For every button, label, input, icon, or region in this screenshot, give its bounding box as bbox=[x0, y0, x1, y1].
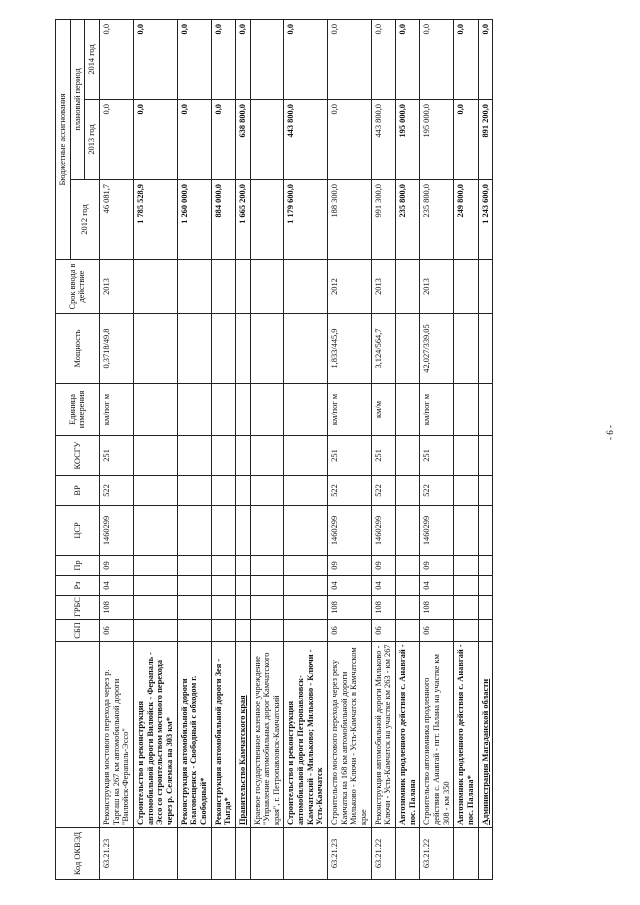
cell-kosgu bbox=[478, 436, 493, 476]
cell-pr bbox=[478, 556, 493, 576]
cell-grbs bbox=[454, 596, 478, 620]
cell-y2014: 0,0 bbox=[99, 19, 133, 99]
cell-unit bbox=[235, 384, 250, 436]
cell-kosgu: 251 bbox=[328, 436, 372, 476]
cell-y2013: 443 800,0 bbox=[284, 100, 328, 180]
cell-pr bbox=[284, 556, 328, 576]
cell-capacity bbox=[235, 314, 250, 384]
cell-y2014: 0,0 bbox=[133, 19, 177, 99]
cell-vr: 522 bbox=[99, 476, 133, 506]
cell-csr bbox=[211, 506, 235, 556]
cell-unit bbox=[177, 384, 211, 436]
cell-y2013: 0,0 bbox=[133, 100, 177, 180]
cell-y2014: 0,0 bbox=[454, 19, 478, 99]
cell-y2013: 638 800,0 bbox=[235, 100, 250, 180]
cell-pr bbox=[454, 556, 478, 576]
cell-name: Строительство автозимника продленного действия с. Анавгай - пгт. Палана на участке км 308 - км 350 bbox=[420, 642, 454, 828]
cell-y2014: 0,0 bbox=[371, 19, 395, 99]
cell-y2012: 1 260 000,0 bbox=[177, 180, 211, 260]
cell-sbp bbox=[235, 620, 250, 642]
cell-rz bbox=[478, 576, 493, 596]
cell-sbp bbox=[284, 620, 328, 642]
cell-capacity: 3,124/564,7 bbox=[371, 314, 395, 384]
cell-term bbox=[133, 260, 177, 314]
document-page bbox=[55, 20, 635, 880]
cell-y2013: 0,0 bbox=[454, 100, 478, 180]
cell-y2012: 188 300,0 bbox=[328, 180, 372, 260]
cell-unit bbox=[396, 384, 420, 436]
cell-sbp: 06 bbox=[328, 620, 372, 642]
cell-name: Администрация Магаданской области bbox=[478, 642, 493, 828]
cell-code bbox=[177, 828, 211, 880]
cell-term: 2012 bbox=[328, 260, 372, 314]
header-unit: Единица измерения bbox=[56, 384, 100, 436]
table-row bbox=[396, 19, 420, 879]
cell-name: Реконструкция автомобильной дороги Зея - Тыгда* bbox=[211, 642, 235, 828]
header-kosgu: КОСГУ bbox=[56, 436, 100, 476]
cell-csr bbox=[133, 506, 177, 556]
cell-code: 63.21.23 bbox=[328, 828, 372, 880]
cell-rz: 04 bbox=[371, 576, 395, 596]
cell-sbp bbox=[133, 620, 177, 642]
cell-name: Автозимник продленного действия с. Анавгай - пос. Палана bbox=[396, 642, 420, 828]
cell-grbs bbox=[250, 596, 284, 620]
header-grbs: ГРБС bbox=[56, 596, 100, 620]
cell-rz bbox=[284, 576, 328, 596]
cell-y2014: 0,0 bbox=[211, 19, 235, 99]
cell-name: Реконструкция автомобильной дороги Мильково - Ключи - Усть-Камчатск на участке км 263 - км 267 bbox=[371, 642, 395, 828]
cell-vr bbox=[133, 476, 177, 506]
cell-vr bbox=[235, 476, 250, 506]
table-row bbox=[133, 19, 177, 879]
cell-vr bbox=[211, 476, 235, 506]
cell-grbs: 108 bbox=[371, 596, 395, 620]
cell-capacity: 0,3718/49,8 bbox=[99, 314, 133, 384]
cell-capacity: 42,027/339,05 bbox=[420, 314, 454, 384]
cell-vr bbox=[478, 476, 493, 506]
cell-rz bbox=[250, 576, 284, 596]
cell-code bbox=[211, 828, 235, 880]
header-sbp: СБП bbox=[56, 620, 100, 642]
cell-csr bbox=[284, 506, 328, 556]
cell-y2013 bbox=[250, 100, 284, 180]
cell-sbp bbox=[478, 620, 493, 642]
cell-capacity bbox=[284, 314, 328, 384]
cell-kosgu bbox=[211, 436, 235, 476]
cell-pr bbox=[133, 556, 177, 576]
cell-grbs bbox=[133, 596, 177, 620]
cell-grbs bbox=[284, 596, 328, 620]
cell-term bbox=[250, 260, 284, 314]
cell-unit: км/пог м bbox=[99, 384, 133, 436]
cell-unit bbox=[133, 384, 177, 436]
cell-code bbox=[133, 828, 177, 880]
cell-pr: 09 bbox=[328, 556, 372, 576]
cell-pr: 09 bbox=[420, 556, 454, 576]
cell-kosgu bbox=[284, 436, 328, 476]
cell-rz: 04 bbox=[99, 576, 133, 596]
cell-csr bbox=[177, 506, 211, 556]
cell-unit bbox=[284, 384, 328, 436]
cell-sbp bbox=[211, 620, 235, 642]
cell-vr bbox=[396, 476, 420, 506]
cell-y2012 bbox=[250, 180, 284, 260]
cell-csr bbox=[250, 506, 284, 556]
cell-y2012: 1 243 600,0 bbox=[478, 180, 493, 260]
cell-vr bbox=[177, 476, 211, 506]
budget-table bbox=[55, 19, 493, 880]
table-row bbox=[284, 19, 328, 879]
table-body bbox=[99, 19, 492, 879]
table-row bbox=[478, 19, 493, 879]
cell-rz: 04 bbox=[420, 576, 454, 596]
cell-y2014: 0,0 bbox=[420, 19, 454, 99]
cell-y2012: 1 179 600,0 bbox=[284, 180, 328, 260]
cell-term: 2013 bbox=[420, 260, 454, 314]
cell-name: Правительство Камчатского края bbox=[235, 642, 250, 828]
cell-capacity bbox=[454, 314, 478, 384]
cell-pr bbox=[211, 556, 235, 576]
cell-grbs bbox=[396, 596, 420, 620]
cell-grbs: 108 bbox=[420, 596, 454, 620]
cell-unit: км/м bbox=[371, 384, 395, 436]
cell-y2013: 0,0 bbox=[328, 100, 372, 180]
cell-y2012: 1 785 528,9 bbox=[133, 180, 177, 260]
cell-term: 2013 bbox=[99, 260, 133, 314]
cell-csr: 1460299 bbox=[420, 506, 454, 556]
cell-vr: 522 bbox=[328, 476, 372, 506]
header-2013: 2013 год bbox=[85, 100, 100, 180]
cell-y2012: 884 000,0 bbox=[211, 180, 235, 260]
cell-sbp bbox=[454, 620, 478, 642]
cell-unit: км/пог м bbox=[328, 384, 372, 436]
cell-unit: км/пог м bbox=[420, 384, 454, 436]
cell-term bbox=[396, 260, 420, 314]
cell-pr: 09 bbox=[99, 556, 133, 576]
cell-code bbox=[284, 828, 328, 880]
cell-name: Реконструкция мостового перехода через р. Таргаш на 267 км автомобильной дороги "Вилюйск-Ферапаль-Эссо" bbox=[99, 642, 133, 828]
cell-grbs bbox=[211, 596, 235, 620]
header-term: Срок ввода в действие bbox=[56, 260, 100, 314]
cell-term bbox=[454, 260, 478, 314]
cell-y2012: 235 800,0 bbox=[396, 180, 420, 260]
cell-y2013: 0,0 bbox=[177, 100, 211, 180]
cell-pr: 09 bbox=[371, 556, 395, 576]
table-row bbox=[99, 19, 133, 879]
cell-name: Краевое государственное казенное учреждение "Управление автомобильных дорог Камчатского края", г. Петропавловск-Камчатский bbox=[250, 642, 284, 828]
cell-y2013: 443 800,0 bbox=[371, 100, 395, 180]
page-number: - 6 - bbox=[605, 425, 615, 440]
cell-unit bbox=[211, 384, 235, 436]
cell-kosgu: 251 bbox=[371, 436, 395, 476]
cell-term bbox=[211, 260, 235, 314]
cell-csr bbox=[478, 506, 493, 556]
cell-capacity bbox=[177, 314, 211, 384]
cell-grbs: 108 bbox=[99, 596, 133, 620]
cell-csr: 1460299 bbox=[328, 506, 372, 556]
cell-y2013: 0,0 bbox=[99, 100, 133, 180]
cell-sbp: 06 bbox=[99, 620, 133, 642]
cell-grbs bbox=[177, 596, 211, 620]
header-name bbox=[56, 642, 100, 828]
cell-unit bbox=[454, 384, 478, 436]
cell-y2014: 0,0 bbox=[177, 19, 211, 99]
cell-term bbox=[284, 260, 328, 314]
cell-kosgu bbox=[454, 436, 478, 476]
cell-capacity bbox=[250, 314, 284, 384]
cell-csr bbox=[235, 506, 250, 556]
cell-kosgu: 251 bbox=[420, 436, 454, 476]
cell-capacity bbox=[133, 314, 177, 384]
cell-sbp bbox=[396, 620, 420, 642]
cell-capacity: 1,833/445,9 bbox=[328, 314, 372, 384]
header-budget: Бюджетные ассигнования bbox=[56, 19, 71, 259]
cell-y2013: 891 200,0 bbox=[478, 100, 493, 180]
cell-rz bbox=[396, 576, 420, 596]
cell-y2013: 0,0 bbox=[211, 100, 235, 180]
cell-unit bbox=[250, 384, 284, 436]
cell-csr bbox=[454, 506, 478, 556]
cell-y2013: 195 000,0 bbox=[420, 100, 454, 180]
cell-rz bbox=[235, 576, 250, 596]
cell-y2012: 46 081,7 bbox=[99, 180, 133, 260]
header-csr: ЦСР bbox=[56, 506, 100, 556]
cell-grbs bbox=[235, 596, 250, 620]
header-capacity: Мощность bbox=[56, 314, 100, 384]
table-row bbox=[328, 19, 372, 879]
cell-y2013: 195 000,0 bbox=[396, 100, 420, 180]
cell-name: Строительство и реконструкция автомобильной дороги Вилюйск - Ферапаль - Эссо со строительством мостового перехода через р. Селемжа на 303 км* bbox=[133, 642, 177, 828]
cell-csr bbox=[396, 506, 420, 556]
cell-unit bbox=[478, 384, 493, 436]
cell-y2012: 991 300,0 bbox=[371, 180, 395, 260]
cell-code: 63.21.23 bbox=[99, 828, 133, 880]
cell-pr bbox=[235, 556, 250, 576]
cell-kosgu: 251 bbox=[99, 436, 133, 476]
cell-y2014: 0,0 bbox=[284, 19, 328, 99]
table-row bbox=[420, 19, 454, 879]
cell-y2012: 249 800,0 bbox=[454, 180, 478, 260]
table-row bbox=[250, 19, 284, 879]
header-2012: 2012 год bbox=[70, 180, 99, 260]
table-row bbox=[177, 19, 211, 879]
cell-term bbox=[478, 260, 493, 314]
cell-csr: 1460299 bbox=[371, 506, 395, 556]
cell-y2014: 0,0 bbox=[328, 19, 372, 99]
cell-y2014: 0,0 bbox=[235, 19, 250, 99]
cell-code bbox=[396, 828, 420, 880]
cell-sbp bbox=[177, 620, 211, 642]
cell-name: Реконструкция автомобильной дороги Благовещенск - Свободный с обходом г. Свободный* bbox=[177, 642, 211, 828]
table-row bbox=[454, 19, 478, 879]
cell-grbs bbox=[478, 596, 493, 620]
cell-sbp: 06 bbox=[371, 620, 395, 642]
cell-code bbox=[478, 828, 493, 880]
cell-sbp: 06 bbox=[420, 620, 454, 642]
cell-sbp bbox=[250, 620, 284, 642]
cell-pr bbox=[250, 556, 284, 576]
cell-pr bbox=[396, 556, 420, 576]
cell-kosgu bbox=[250, 436, 284, 476]
cell-term: 2013 bbox=[371, 260, 395, 314]
cell-capacity bbox=[211, 314, 235, 384]
header-pr: Пр bbox=[56, 556, 100, 576]
cell-rz: 04 bbox=[328, 576, 372, 596]
cell-vr: 522 bbox=[420, 476, 454, 506]
cell-kosgu bbox=[133, 436, 177, 476]
cell-rz bbox=[454, 576, 478, 596]
cell-kosgu bbox=[235, 436, 250, 476]
cell-y2014 bbox=[250, 19, 284, 99]
cell-code bbox=[454, 828, 478, 880]
cell-name: Строительство мостового перехода через реку Камчатка на 168 км автомобильной дороги Мильково - Ключи - Усть-Камчатск в Камчатском крае bbox=[328, 642, 372, 828]
cell-kosgu bbox=[177, 436, 211, 476]
cell-vr bbox=[284, 476, 328, 506]
cell-y2012: 235 800,0 bbox=[420, 180, 454, 260]
cell-code: 63.21.22 bbox=[420, 828, 454, 880]
table-row bbox=[371, 19, 395, 879]
cell-vr bbox=[454, 476, 478, 506]
cell-term bbox=[235, 260, 250, 314]
cell-vr: 522 bbox=[371, 476, 395, 506]
cell-term bbox=[177, 260, 211, 314]
cell-y2014: 0,0 bbox=[396, 19, 420, 99]
cell-name: Автозимник продленного действия с. Анавгай - пос. Палана* bbox=[454, 642, 478, 828]
cell-csr: 1460299 bbox=[99, 506, 133, 556]
cell-y2012: 1 665 200,0 bbox=[235, 180, 250, 260]
header-code: Код ОКВЭД bbox=[56, 828, 100, 880]
cell-code bbox=[250, 828, 284, 880]
table-row bbox=[211, 19, 235, 879]
cell-y2014: 0,0 bbox=[478, 19, 493, 99]
table-row bbox=[235, 19, 250, 879]
cell-capacity bbox=[396, 314, 420, 384]
header-planned: плановый период bbox=[70, 19, 85, 179]
header-2014: 2014 год bbox=[85, 19, 100, 99]
cell-name: Строительство и реконструкция автомобильной дороги Петропавловск-Камчатский - Мильково; Мильково - Ключи - Усть-Камчатск bbox=[284, 642, 328, 828]
cell-rz bbox=[211, 576, 235, 596]
cell-code: 63.21.22 bbox=[371, 828, 395, 880]
cell-code bbox=[235, 828, 250, 880]
cell-vr bbox=[250, 476, 284, 506]
cell-pr bbox=[177, 556, 211, 576]
header-rz: Рз bbox=[56, 576, 100, 596]
cell-grbs: 108 bbox=[328, 596, 372, 620]
cell-rz bbox=[177, 576, 211, 596]
header-vr: ВР bbox=[56, 476, 100, 506]
cell-kosgu bbox=[396, 436, 420, 476]
cell-rz bbox=[133, 576, 177, 596]
cell-capacity bbox=[478, 314, 493, 384]
